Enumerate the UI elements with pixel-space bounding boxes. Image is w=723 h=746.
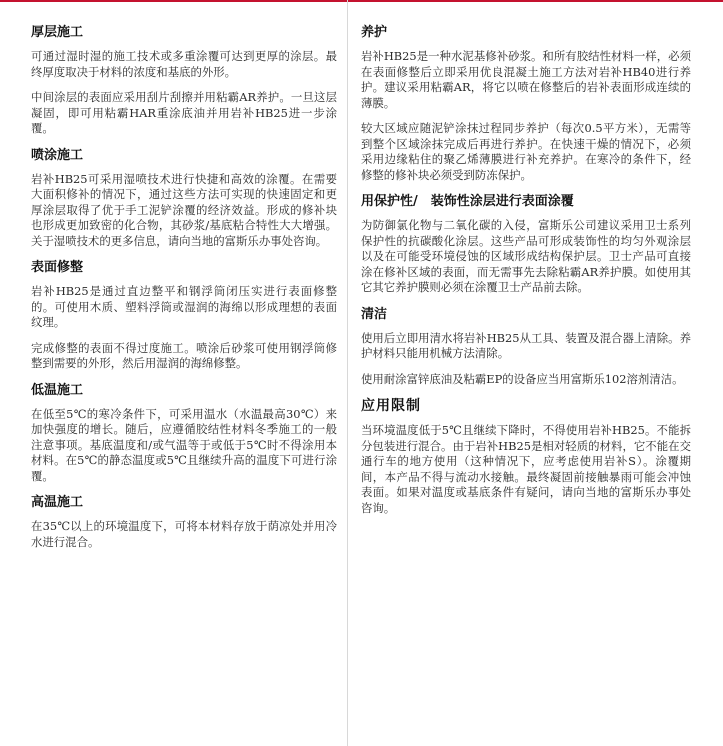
section-cleaning <box>361 306 691 388</box>
section-thick-coat <box>31 24 337 137</box>
paragraph: 当环境温度低于5℃且继续下降时，不得使用岩补HB25。不能拆分包装进行混合。由于岩补HB25是相对轻质的材料，它不能在交通行车的地方使用（这种情况下，应考虑使用岩补S）。涂覆期间，本产品不得与流动水接触。最终凝固前接触暴雨可能会冲蚀表面。如果对温度或基底条件有疑问，请向当地的富斯乐办事处咨询。 <box>361 423 691 515</box>
paragraph: 在低至5℃的寒冷条件下，可采用温水（水温最高30℃）来加快强度的增长。随后，应遵循胶结性材料冬季施工的一般注意事项。基底温度和/或气温等于或低于5℃时不得涂用本材料。在5℃的静态温度或5℃且继续升高的温度下可进行涂覆。 <box>31 406 337 483</box>
section-high-temp <box>31 494 337 550</box>
section-surface-finish <box>31 259 337 372</box>
section-heading: 清洁 <box>361 306 388 322</box>
section-low-temp <box>31 382 337 485</box>
section-curing <box>361 24 691 183</box>
paragraph: 可通过湿时湿的施工技术或多重涂覆可达到更厚的涂层。最终厚度取决于材料的浓度和基底的外形。 <box>31 49 337 79</box>
paragraph: 在35℃以上的环境温度下，可将本材料存放于荫凉处并用冷水进行混合。 <box>31 519 337 549</box>
paragraph: 使用耐涂富锌底油及粘霸EP的设备应当用富斯乐102溶剂清洁。 <box>361 371 684 386</box>
section-heading: 高温施工 <box>31 495 84 510</box>
column-divider <box>347 0 348 746</box>
section-heading: 厚层施工 <box>31 25 84 40</box>
paragraph: 完成修整的表面不得过度施工。喷涂后砂浆可使用钢浮筒修整到需要的外形，然后用湿润的海绵修整。 <box>31 340 337 370</box>
paragraph: 较大区域应随泥铲涂抹过程同步养护（每次0.5平方米），无需等到整个区域涂抹完成后再进行养护。在快速干燥的情况下，必须采用边缘粘住的聚乙烯薄膜进行补充养护。在寒冷的条件下，经修整的修补块必须受到防冻保护。 <box>361 121 691 182</box>
paragraph: 岩补HB25可采用湿喷技术进行快捷和高效的涂覆。在需要大面积修补的情况下，通过这些方法可实现的快速固定和更厚涂层取得了优于手工泥铲涂覆的经济效益。形成的修补块也形成更加致密的化合物，其砂浆/基底粘合特性大大增强。关于湿喷技术的更多信息，请向当地的富斯乐办事处咨询。 <box>31 171 337 248</box>
section-heading: 用保护性/ 装饰性涂层进行表面涂覆 <box>361 194 574 209</box>
paragraph: 岩补HB25是一种水泥基修补砂浆。和所有胶结性材料一样，必须在表面修整后立即采用优良混凝土施工方法对岩补HB40进行养护。建议采用粘霸AR，将它以喷在修整后的岩补表面形成连续的薄膜。 <box>361 49 691 110</box>
section-heading: 低温施工 <box>31 382 84 398</box>
right-column <box>361 24 691 526</box>
section-spray <box>31 147 337 250</box>
paragraph: 岩补HB25是通过直边整平和钢浮筒闭压实进行表面修整的。可使用木质、塑料浮筒或湿润的海绵以形成理想的表面纹理。 <box>31 284 337 329</box>
section-heading: 表面修整 <box>31 260 84 275</box>
section-heading-major: 应用限制 <box>361 398 421 414</box>
section-limitations <box>361 397 691 516</box>
top-accent-rule <box>0 0 723 2</box>
left-column <box>31 24 337 560</box>
section-heading: 养护 <box>361 25 388 40</box>
paragraph: 为防御氯化物与二氧化碳的入侵，富斯乐公司建议采用卫士系列保护性的抗碳酸化涂层。这些产品可形成装饰性的均匀外观涂层以及在可能受环境侵蚀的区域形成结构保护层。卫士产品可直接涂在修补区域的表面，而无需事先去除粘霸AR养护膜。如使用其它其它养护膜则必须在涂覆卫士产品前去除。 <box>361 218 691 294</box>
section-heading: 喷涂施工 <box>31 147 84 163</box>
section-protective-coating <box>361 193 691 296</box>
paragraph: 使用后立即用清水将岩补HB25从工具、装置及混合器上清除。养护材料只能用机械方法清除。 <box>361 330 691 360</box>
paragraph: 中间涂层的表面应采用刮片刮擦并用粘霸AR养护。一旦这层凝固，即可用粘霸HAR重涂底油并用岩补HB25进一步涂覆。 <box>31 90 337 135</box>
